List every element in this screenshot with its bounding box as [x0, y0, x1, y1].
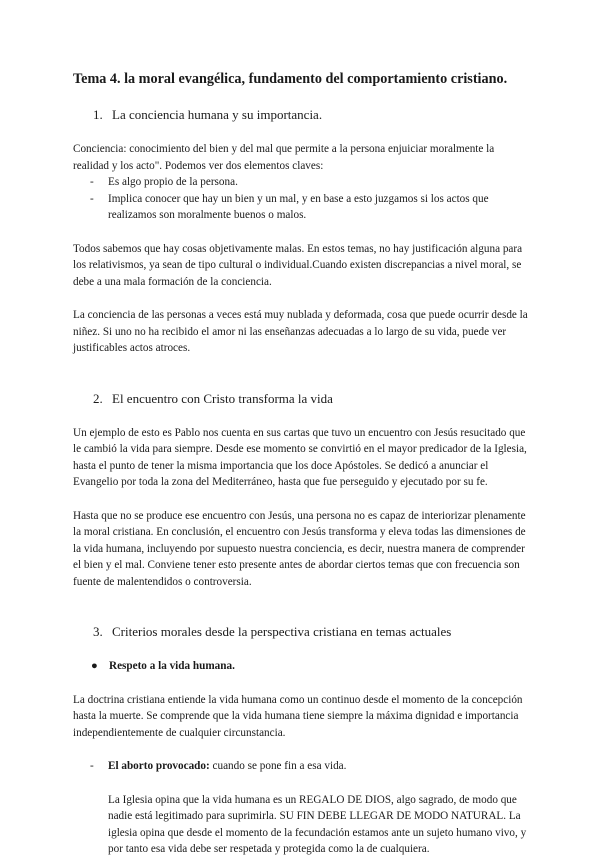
section-3-sub-paragraph: La Iglesia opina que la vida humana es un REGALO DE DIOS, algo sagrado, de modo que nadie está legitimado para suprimirla. SU FIN DEBE LLEGAR DE MODO NATURAL. La iglesia opina que desde el momento de la fecundación estamos ante un sujeto humano vivo, y por tanto esa vida debe ser respetada y protegida como la de cualquiera.	[108, 793, 527, 855]
section-1-title: La conciencia humana y su importancia.	[112, 107, 323, 122]
document-title: Tema 4. la moral evangélica, fundamento del comportamiento cristiano.	[73, 71, 508, 87]
sub-item-aborto	[90, 758, 530, 775]
section-1-paragraph-2: Todos sabemos que hay cosas objetivamente malas. En estos temas, no hay justificación alguna para los relativismos, ya sean de tipo cultural o individual.Cuando existen discrepancias a nivel moral, se debe a una mala formación de la conciencia.	[73, 242, 523, 288]
sub-item-text	[108, 758, 346, 775]
bullet-respeto-vida	[91, 658, 530, 675]
section-2-heading	[93, 390, 530, 407]
sub-item-description: cuando se pone fin a esa vida.	[209, 760, 347, 772]
bullet-text: Respeto a la vida humana.	[109, 660, 235, 672]
section-3-heading	[93, 623, 530, 640]
list-item	[90, 174, 530, 191]
section-2-number: 2.	[93, 390, 103, 406]
dash-marker: -	[90, 192, 94, 205]
section-3-number: 3.	[93, 624, 103, 639]
dash-marker: -	[90, 176, 94, 188]
bullet-marker: ●	[91, 660, 98, 672]
section-1-paragraph-1: Conciencia: conocimiento del bien y del mal que permite a la persona enjuiciar moralmente la realidad y los acto". Podemos ver dos elementos claves:	[73, 143, 495, 172]
list-item-text: Es algo propio de la persona.	[108, 176, 238, 188]
dash-marker: -	[90, 760, 94, 772]
section-1-paragraph-3: La conciencia de las personas a veces está muy nublada y deformada, cosa que puede ocurrir desde la niñez. Si uno no ha recibido el amor ni las enseñanzas adecuadas a lo largo de su vida, puede ver justificables actos atroces.	[73, 309, 528, 354]
section-1-list	[73, 174, 530, 224]
section-1-heading	[93, 106, 530, 123]
list-item-text: Implica conocer que hay un bien y un mal, y en base a esto juzgamos si los actos que realizamos son moralmente buenos o malos.	[108, 192, 489, 221]
list-item	[90, 191, 530, 224]
section-2-paragraph-1: Un ejemplo de esto es Pablo nos cuenta en sus cartas que tuvo un encuentro con Jesús resucitado que le cambió la vida para siempre. Desde ese momento se convirtió en el mayor predicador de la Iglesia, hasta el punto de tener la misma importancia que los doce Apóstoles. Se dedicó a anunciar el Evangelio por toda la zona del Mediterráneo, hasta que fue perseguido y ejecutado por su fe.	[73, 426, 527, 488]
section-2-paragraph-2: Hasta que no se produce ese encuentro con Jesús, una persona no es capaz de interiorizar plenamente la moral cristiana. En conclusión, el encuentro con Jesús transforma y eleva todas las dimensiones de la vida humana, incluyendo por supuesto nuestra conciencia, es decir, nuestra manera de comprender el bien y el mal. Conviene tener esto presente antes de abordar ciertos temas que con frecuencia son fuente de malentendidos o controversia.	[73, 509, 526, 588]
section-1-number: 1.	[93, 107, 103, 122]
sub-item-label: El aborto provocado:	[108, 760, 210, 772]
section-2-title: El encuentro con Cristo transforma la vida	[112, 390, 333, 406]
section-3-paragraph-1: La doctrina cristiana entiende la vida humana como un continuo desde el momento de la concepción hasta la muerte. Se comprende que la vida humana tiene siempre la máxima dignidad e importancia independientemente de cualquier circunstancia.	[73, 693, 523, 739]
section-3-title: Criterios morales desde la perspectiva cristiana en temas actuales	[112, 624, 452, 639]
